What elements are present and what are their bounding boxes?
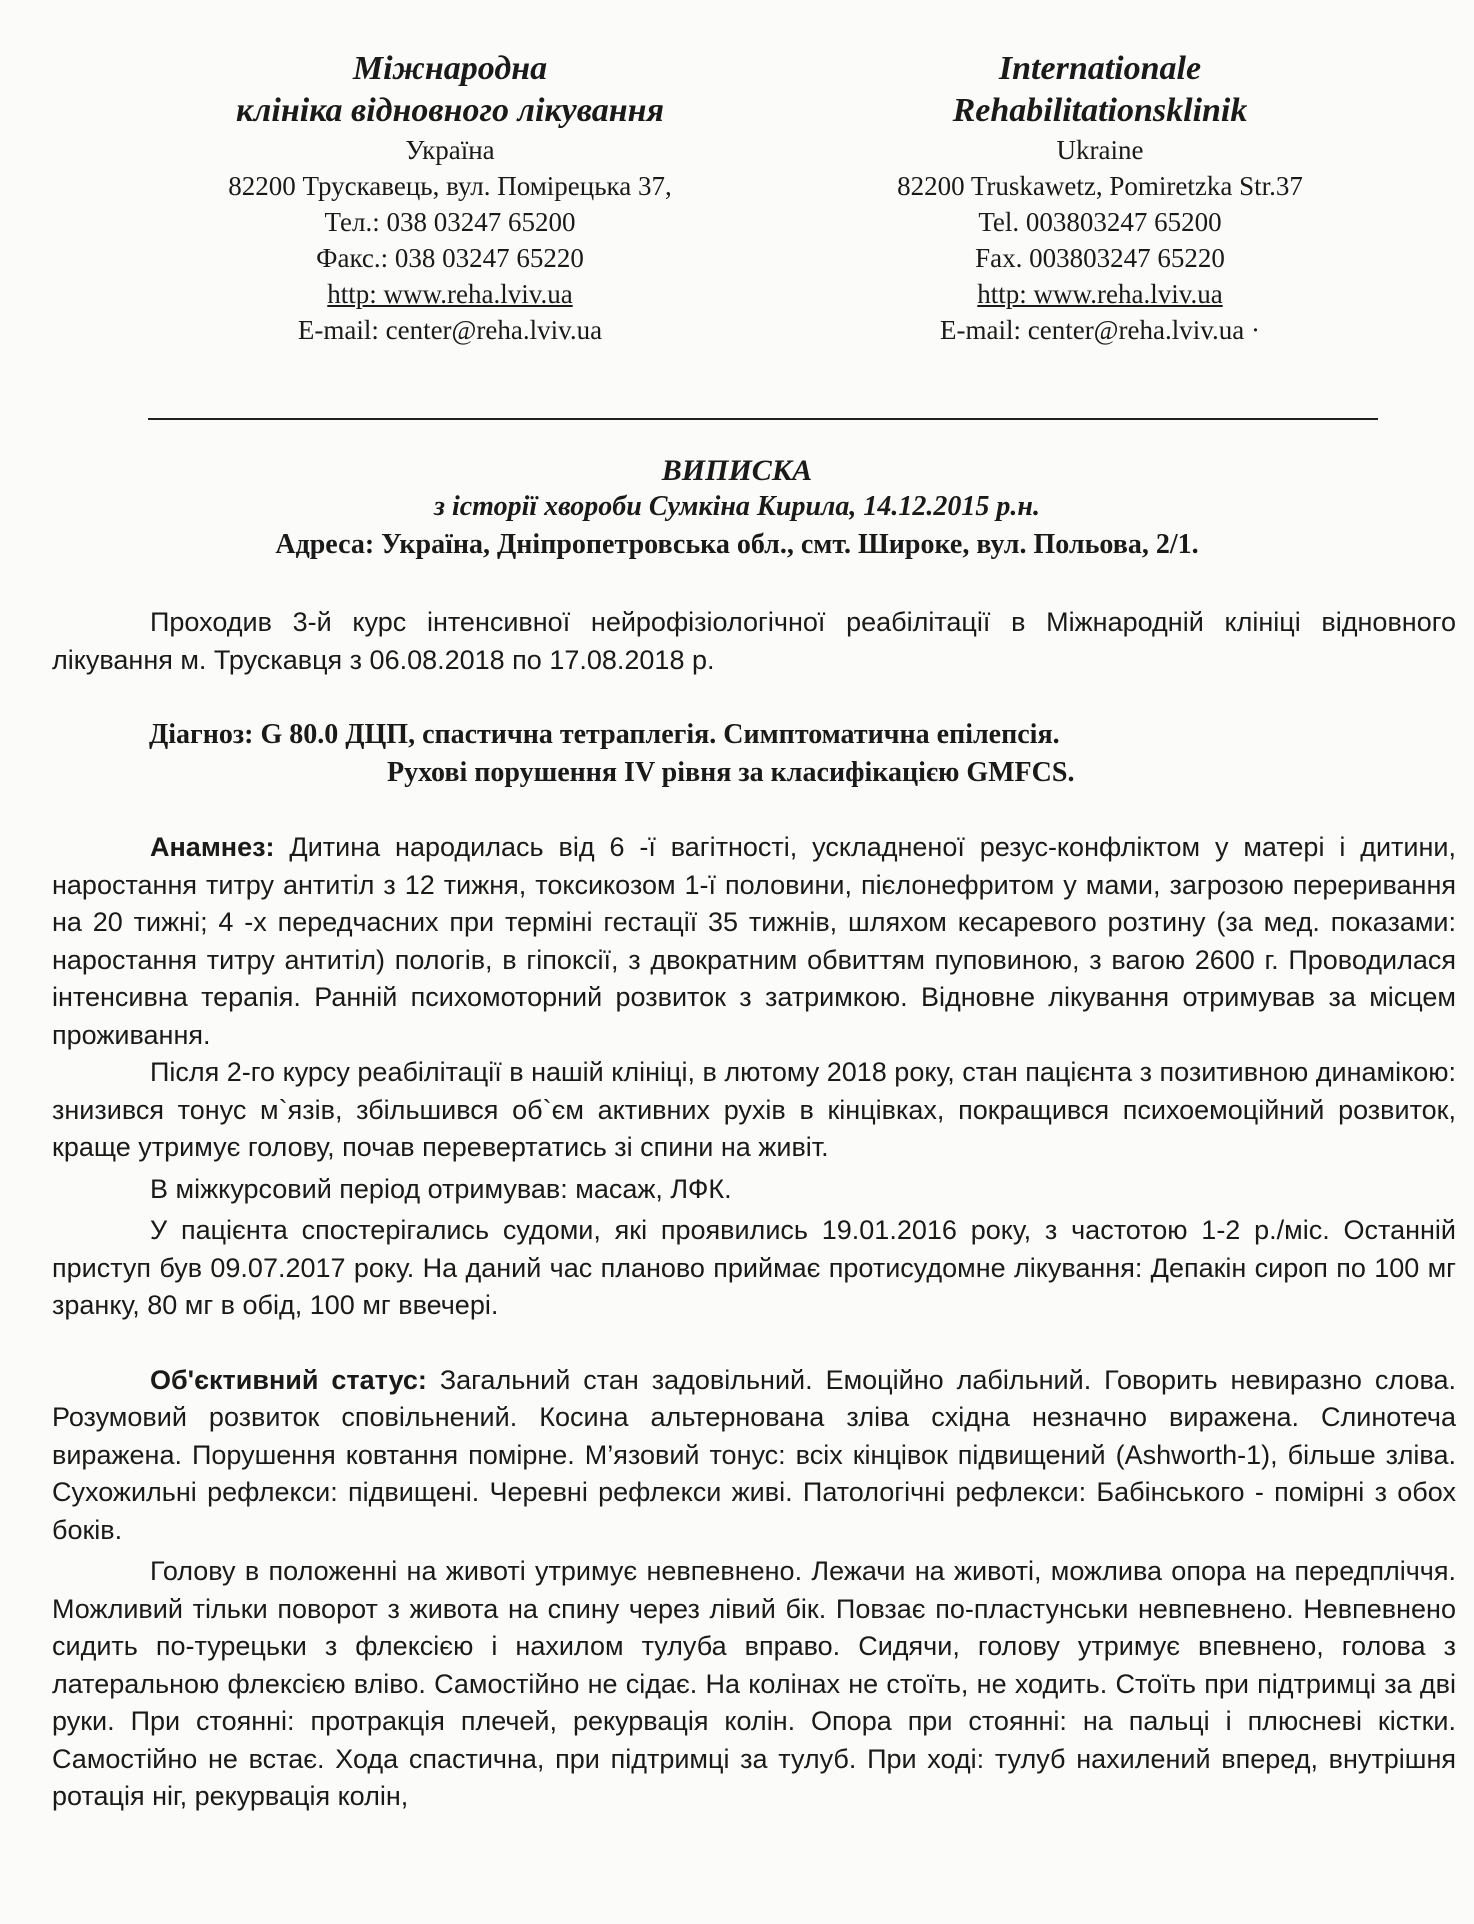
clinic-header-ukrainian	[160, 48, 740, 348]
clinic-phone: Тел.: 038 03247 65200	[324, 207, 576, 237]
clinic-address: 82200 Truskawetz, Pomiretzka Str.37	[897, 171, 1303, 201]
document-body	[52, 604, 1456, 1816]
diagnosis-block	[52, 716, 1456, 792]
clinic-address: 82200 Трускавець, вул. Помірецька 37,	[228, 171, 672, 201]
intro-paragraph: Проходив 3-й курс інтенсивної нейрофізіологічної реабілітації в Міжнародній клініці відновного лікування м. Трускавця з 06.08.2018 по 17.08.2018 р.	[52, 607, 1456, 675]
document-title-block	[0, 453, 1474, 563]
intercourse-paragraph: В міжкурсовий період отримував: масаж, ЛФК.	[150, 1173, 732, 1204]
diagnosis-line1: Діагноз: G 80.0 ДЦП, спастична тетраплегія. Симптоматична епілепсія.	[149, 719, 1060, 750]
header-divider	[148, 418, 1378, 420]
after-course-paragraph: Після 2-го курсу реабілітації в нашій клініці, в лютому 2018 року, стан пацієнта з позитивною динамікою: знизився тонус м`язів, збільшився об`єм активних рухів в кінцівках, покращився психоемоційний розвиток, краще утримує голову, почав перевертатись зі спини на живіт.	[52, 1057, 1456, 1162]
patient-address: Адреса: Україна, Дніпропетровська обл., смт. Широке, вул. Польова, 2/1.	[275, 529, 1199, 560]
motor-function-paragraph: Голову в положенні на животі утримує невпевнено. Лежачи на животі, можлива опора на передпліччя. Можливий тільки поворот з живота на спину через лівий бік. Повзає по-пластунськи невпевнено. Невпевнено сидить по-турецьки з флексією і нахилом тулуба вправо. Сидячи, голову утримує впевнено, голова з латеральною флексією вліво. Самостійно не сідає. На колінах не стоїть, не ходить. Стоїть при підтримці за дві руки. При стоянні: протракція плечей, рекурвація колін. Опора при стоянні: на пальці і плюсневі кістки. Самостійно не встає. Хода спастична, при підтримці за тулуб. При ході: тулуб нахилений вперед, внутрішня ротація ніг, рекурвація колін,	[52, 1556, 1456, 1811]
anamnesis-text: Дитина народилась від 6 -ї вагітності, ускладненої резус-конфліктом у матері і дитини, наростання титру антитіл з 12 тижня, токсикозом 1-ї половини, пієлонефритом у мами, загрозою переривання на 20 тижні; 4 -х передчасних при терміні гестації 35 тижнів, шляхом кесаревого розтину (за мед. показами: наростання титру антитіл) пологів, в гіпоксії, з двократним обвиттям пуповиною, з вагою 2600 г. Проводилася інтенсивна терапія. Ранній психомоторний розвиток з затримкою. Відновне лікування отримував за місцем проживання.	[52, 832, 1456, 1050]
anamnesis-paragraph	[52, 829, 1456, 1054]
clinic-fax: Fax. 003803247 65220	[975, 243, 1225, 273]
document-title: ВИПИСКА	[661, 454, 813, 487]
clinic-website-link[interactable]: http: www.reha.lviv.ua	[977, 279, 1223, 309]
document-subtitle: з історії хвороби Сумкіна Кирила, 14.12.2015 р.н.	[434, 491, 1040, 522]
clinic-email[interactable]: E-mail: center@reha.lviv.ua ·	[940, 315, 1260, 345]
clinic-name-line1: Міжнародна	[352, 50, 548, 87]
anamnesis-label: Анамнез:	[150, 832, 275, 862]
objective-status-text: Загальний стан задовільний. Емоційно лабільний. Говорить невиразно слова. Розумовий розвиток сповільнений. Косина альтернована зліва східна незначно виражена. Слинотеча виражена. Порушення ковтання помірне. М’язовий тонус: всіх кінцівок підвищений (Ashworth-1), більше зліва. Сухожильні рефлекси: підвищені. Черевні рефлекси живі. Патологічні рефлекси: Бабінського - помірні з обох боків.	[52, 1364, 1457, 1545]
clinic-name-line1: Internationale	[998, 50, 1202, 87]
clinic-phone: Tel. 003803247 65200	[978, 207, 1222, 237]
clinic-website-link[interactable]: http: www.reha.lviv.ua	[327, 279, 573, 309]
diagnosis-line2: Рухові порушення IV рівня за класифікацією GMFCS.	[387, 757, 1075, 788]
clinic-email[interactable]: E-mail: center@reha.lviv.ua	[297, 315, 603, 345]
clinic-fax: Факс.: 038 03247 65220	[316, 243, 584, 273]
objective-status-paragraph	[52, 1362, 1456, 1550]
clinic-country: Україна	[405, 135, 495, 165]
clinic-name-line2: Rehabilitationsklinik	[952, 92, 1248, 129]
clinic-header-german	[800, 48, 1400, 348]
seizures-paragraph: У пацієнта спостерігались судоми, які проявились 19.01.2016 року, з частотою 1-2 р./міс. Останній приступ був 09.07.2017 року. На даний час планово приймає протисудомне лікування: Депакін сироп по 100 мг зранку, 80 мг в обід, 100 мг ввечері.	[52, 1215, 1456, 1320]
clinic-country: Ukraine	[1056, 135, 1144, 165]
objective-status-label: Об'єктивний статус:	[150, 1364, 427, 1395]
clinic-name-line2: клініка відновного лікування	[236, 92, 664, 129]
